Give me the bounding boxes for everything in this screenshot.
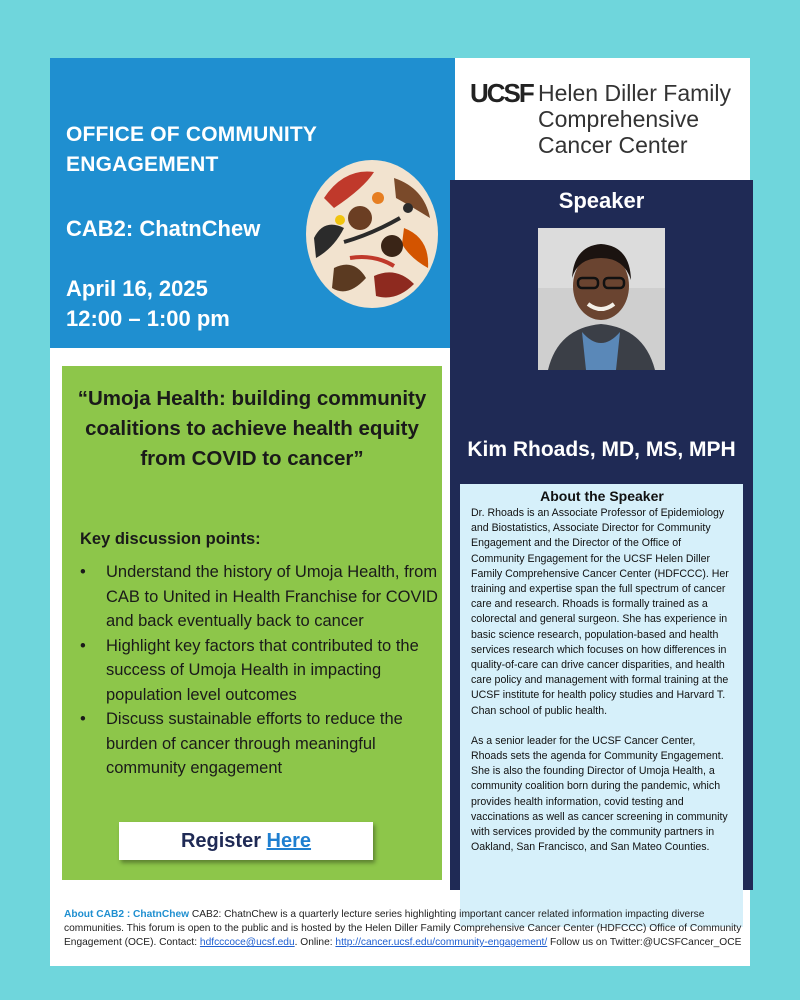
footer-text-3: Follow us on Twitter: (547, 937, 643, 948)
website-link[interactable]: http://cancer.ucsf.edu/community-engagement/ (335, 937, 548, 948)
nothing-about-us-art-icon (304, 158, 440, 310)
bullet-icon: • (80, 563, 86, 581)
twitter-handle[interactable]: @UCSFCancer_OCE (642, 937, 742, 948)
office-title: OFFICE OF COMMUNITY ENGAGEMENT (66, 123, 317, 176)
event-time: 12:00 – 1:00 pm (66, 306, 230, 331)
about-speaker-text (471, 506, 733, 855)
footer-text-1: CAB2: ChatnChew is a quarterly lecture series highlighting important cancer related information impacting diverse communities. This forum is open to the public and is hosted by the Helen Diller Family Comprehensive Cancer Center (HDFCCC) Office of Community Engagement (OCE). Contact: (64, 909, 742, 948)
point-text: Understand the history of Umoja Health, from CAB to United in Health Franchise for COVID and back eventually back to cancer (106, 563, 438, 630)
event-date: April 16, 2025 (66, 276, 208, 301)
about-paragraph-2: As a senior leader for the UCSF Cancer Center, Rhoads sets the agenda for Community Engagement. She is also the founding Director of Umoja Health, a community coalition born during the pandemic, which provides health information, covid testing and vaccinations as well as cancer screening in community with services provided by the community partners in Oakland, San Francisco, and San Mateo Counties. (471, 734, 728, 854)
register-label: Register (180, 830, 267, 852)
speaker-panel (450, 180, 753, 890)
bullet-icon: • (80, 710, 86, 728)
list-item (76, 634, 438, 708)
speaker-portrait-icon (538, 228, 665, 370)
footer-lead: About CAB2 : ChatnChew (64, 909, 190, 920)
ucsf-logo (470, 74, 740, 164)
contact-email-link[interactable]: hdfcccoce@ucsf.edu (199, 937, 295, 948)
about-speaker-box (460, 484, 743, 927)
key-points-list (76, 560, 438, 781)
event-datetime (66, 274, 230, 334)
list-item (76, 707, 438, 781)
flyer-page (50, 58, 750, 966)
talk-panel (62, 366, 442, 880)
list-item (76, 560, 438, 634)
about-speaker-title: About the Speaker (540, 488, 664, 504)
speaker-photo (538, 228, 665, 370)
register-button[interactable] (119, 822, 373, 860)
ucsf-wordmark: UCSF (470, 78, 533, 108)
footer-info (64, 908, 744, 950)
key-points-label: Key discussion points: (80, 530, 261, 548)
point-text: Discuss sustainable efforts to reduce the burden of cancer through meaningful community engagement (106, 710, 403, 777)
logo-line-3: Cancer Center (538, 132, 688, 158)
logo-line-1: Helen Diller Family (538, 80, 731, 106)
speaker-name: Kim Rhoads, MD, MS, MPH (467, 438, 736, 461)
speaker-heading: Speaker (558, 188, 645, 213)
register-link[interactable]: Here (266, 830, 312, 852)
bullet-icon: • (80, 636, 86, 655)
event-name: CAB2: ChatnChew (66, 216, 261, 241)
footer-text-2: . Online: (294, 937, 336, 948)
point-text: Highlight key factors that contributed to the success of Umoja Health in impacting population level outcomes (106, 636, 419, 704)
logo-line-2: Comprehensive (538, 106, 700, 132)
talk-title: “Umoja Health: building community coalitions to achieve health equity from COVID to cancer” (77, 387, 427, 470)
about-paragraph-1: Dr. Rhoads is an Associate Professor of Epidemiology and Biostatistics, Associate Director for Community Engagement and the Director of the Office of Community Engagement for the UCSF Helen Diller Family Comprehensive Cancer Center (HDFCCC). Her training and expertise span the full spectrum of cancer care and research. Rhoads is formally trained as a colorectal and general surgeon. She has experience in basic science research, population-based and health services research which focuses on how differences in quality-of-care can drive cancer disparities, and health care policy and management with formal training at the UCSF institute for health policy studies and Harvard T. Chan school of public health. (471, 507, 729, 717)
